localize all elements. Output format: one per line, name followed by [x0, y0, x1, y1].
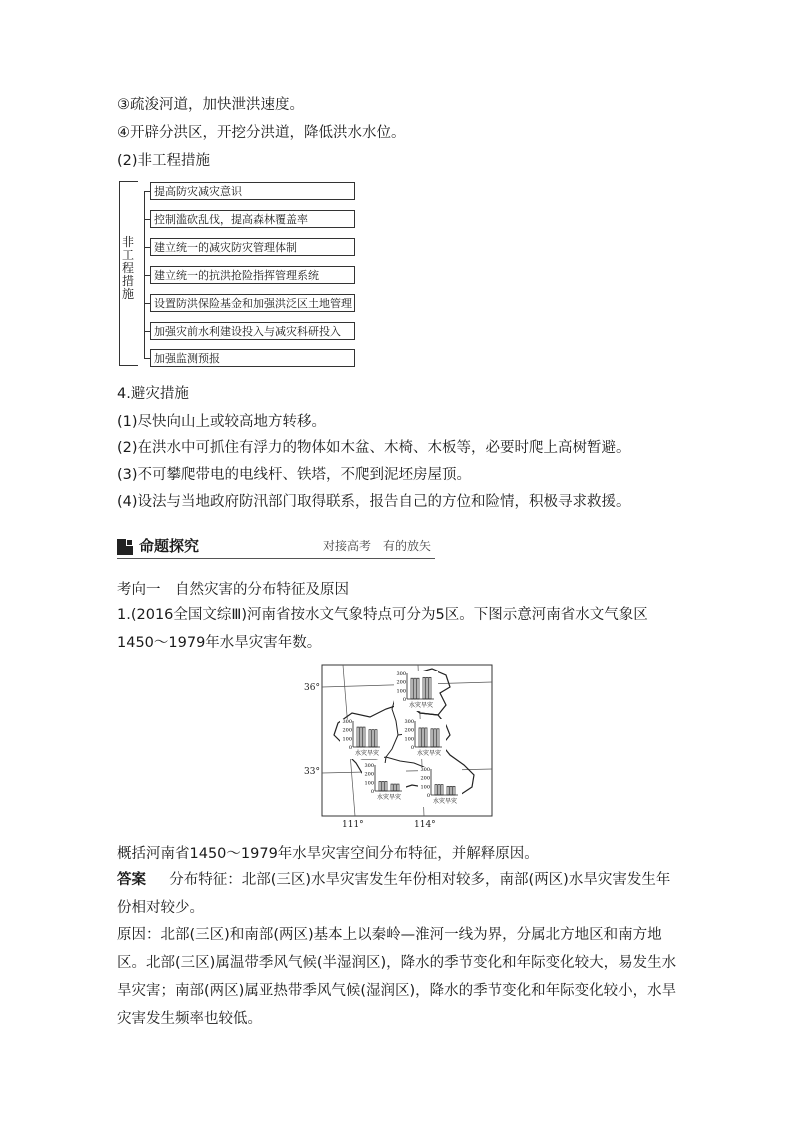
- answer-text: 分布特征：北部(三区)水旱灾害发生年份相对较多，南部(两区)水旱灾害发生年份相对较少。: [117, 872, 671, 916]
- mini-bar-chart: [402, 719, 446, 759]
- drought-bar: [394, 784, 396, 791]
- answer-block: [117, 866, 682, 922]
- drought-bar: [372, 730, 374, 747]
- diagram-item: 加强监测预报: [150, 349, 355, 367]
- diagram-item: 提高防灾减灾意识: [150, 182, 355, 200]
- lon-label-114: 114°: [414, 820, 436, 830]
- region-chart-south-east: [418, 767, 462, 807]
- direction-heading: 考向一 自然灾害的分布特征及原因: [117, 582, 349, 598]
- flood-bar: [357, 727, 359, 747]
- diagram-item: 建立统一的减灾防灾管理体制: [150, 238, 355, 256]
- y-tick-label: 300: [364, 763, 374, 769]
- flood-bar: [385, 781, 387, 791]
- drought-bar: [426, 677, 428, 699]
- region-chart-west: [340, 719, 384, 759]
- y-tick-label: 100: [420, 784, 430, 791]
- mini-bar-chart: [362, 763, 406, 803]
- non-engineering-diagram: [117, 176, 362, 372]
- answer-label: 答案: [117, 872, 146, 888]
- flood-bar: [417, 678, 419, 699]
- drought-bar: [429, 677, 431, 699]
- y-tick-label: 0: [410, 745, 414, 751]
- y-tick-label: 0: [402, 697, 406, 703]
- y-tick-label: 100: [404, 736, 414, 743]
- flood-bar: [360, 727, 362, 747]
- diagram-item: 控制滥砍乱伐，提高森林覆盖率: [150, 210, 355, 228]
- henan-map-figure: [300, 663, 496, 833]
- drought-bar: [391, 784, 393, 791]
- flood-bar: [419, 728, 421, 747]
- y-tick-label: 100: [342, 736, 352, 743]
- flood-bar: [382, 781, 384, 791]
- mini-bar-chart: [340, 719, 384, 759]
- diagram-item: 建立统一的抗洪抢险指挥管理系统: [150, 266, 355, 284]
- lat-label-33: 33°: [304, 767, 320, 777]
- drought-bar: [437, 729, 439, 747]
- y-tick-label: 200: [404, 727, 414, 734]
- section-header: [117, 536, 435, 562]
- y-tick-label: 100: [396, 688, 406, 695]
- y-tick-label: 300: [404, 719, 414, 725]
- measure-line-3: ③疏浚河道，加快泄洪速度。: [117, 97, 304, 113]
- mini-bar-chart: [418, 767, 462, 807]
- bar-category-label: 水灾旱灾: [408, 702, 434, 709]
- y-tick-label: 300: [396, 671, 406, 677]
- y-tick-label: 100: [364, 780, 374, 787]
- bar-category-label: 水灾旱灾: [416, 750, 442, 757]
- bar-category-label: 水灾旱灾: [354, 750, 380, 757]
- mini-bar-chart: [394, 671, 438, 711]
- lon-label-111: 111°: [342, 820, 364, 830]
- bar-category-label: 水灾旱灾: [376, 794, 402, 801]
- region-chart-north: [394, 671, 438, 711]
- drought-bar: [397, 784, 399, 791]
- flood-bar: [363, 727, 365, 747]
- reason-text: 原因：北部(三区)和南部(两区)基本上以秦岭—淮河一线为界，分属北方地区和南方地区。北部(三区)属温带季风气候(半湿润区)，降水的季节变化和年际变化较大，易发生水旱灾害；南部(两区)属亚热带季风气候(湿润区)，降水的季节变化和年际变化较小，水旱灾害发生频率也较低。: [117, 927, 677, 1027]
- flood-bar: [411, 678, 413, 699]
- flood-bar: [435, 785, 437, 795]
- drought-bar: [434, 729, 436, 747]
- diagram-vertical-label: 非 工 程 措 施: [121, 235, 134, 301]
- region-chart-south-west: [362, 763, 406, 803]
- flood-bar: [422, 728, 424, 747]
- flood-bar: [425, 728, 427, 747]
- bar-category-label: 水灾旱灾: [432, 798, 458, 805]
- y-tick-label: 200: [342, 727, 352, 734]
- drought-bar: [423, 677, 425, 699]
- drought-bar: [447, 786, 449, 795]
- section-heading-4: 4.避灾措施: [117, 386, 189, 402]
- y-tick-label: 300: [342, 719, 352, 725]
- y-tick-label: 200: [396, 679, 406, 686]
- flood-bar: [414, 678, 416, 699]
- subsection-heading: (2)非工程措施: [117, 153, 211, 169]
- avoid-measure-1: (1)尽快向山上或较高地方转移。: [117, 414, 327, 430]
- y-tick-label: 200: [420, 775, 430, 782]
- measure-line-4: ④开辟分洪区，开挖分洪道，降低洪水水位。: [117, 125, 406, 141]
- section-subtitle: 对接高考 有的放矢: [323, 539, 432, 553]
- lat-label-36: 36°: [304, 683, 320, 693]
- flood-bar: [438, 785, 440, 795]
- diagram-item: 加强灾前水利建设投入与减灾科研投入: [150, 322, 355, 340]
- flood-bar: [379, 781, 381, 791]
- drought-bar: [431, 729, 433, 747]
- section-square-icon: [117, 539, 133, 555]
- drought-bar: [369, 730, 371, 747]
- y-tick-label: 200: [364, 771, 374, 778]
- avoid-measure-4: (4)设法与当地政府防汛部门取得联系，报告自己的方位和险情，积极寻求救援。: [117, 494, 631, 510]
- drought-bar: [453, 786, 455, 795]
- region-chart-east: [402, 719, 446, 759]
- y-tick-label: 0: [370, 789, 374, 795]
- diagram-item: 设置防洪保险基金和加强洪泛区土地管理: [150, 294, 355, 312]
- y-tick-label: 0: [348, 745, 352, 751]
- drought-bar: [450, 786, 452, 795]
- y-tick-label: 300: [420, 767, 430, 773]
- y-tick-label: 0: [426, 793, 430, 799]
- drought-bar: [375, 730, 377, 747]
- section-rule: [117, 558, 435, 559]
- avoid-measure-2: (2)在洪水中可抓住有浮力的物体如木盆、木椅、木板等，必要时爬上高树暂避。: [117, 440, 631, 456]
- question-text: 1.(2016全国文综Ⅲ)河南省按水文气象特点可分为5区。下图示意河南省水文气象区1450～1979年水旱灾害年数。: [117, 607, 648, 651]
- prompt-text: 概括河南省1450～1979年水旱灾害空间分布特征，并解释原因。: [117, 846, 539, 862]
- flood-bar: [441, 785, 443, 795]
- section-title: 命题探究: [139, 537, 200, 555]
- avoid-measure-3: (3)不可攀爬带电的电线杆、铁塔，不爬到泥坯房屋顶。: [117, 467, 472, 483]
